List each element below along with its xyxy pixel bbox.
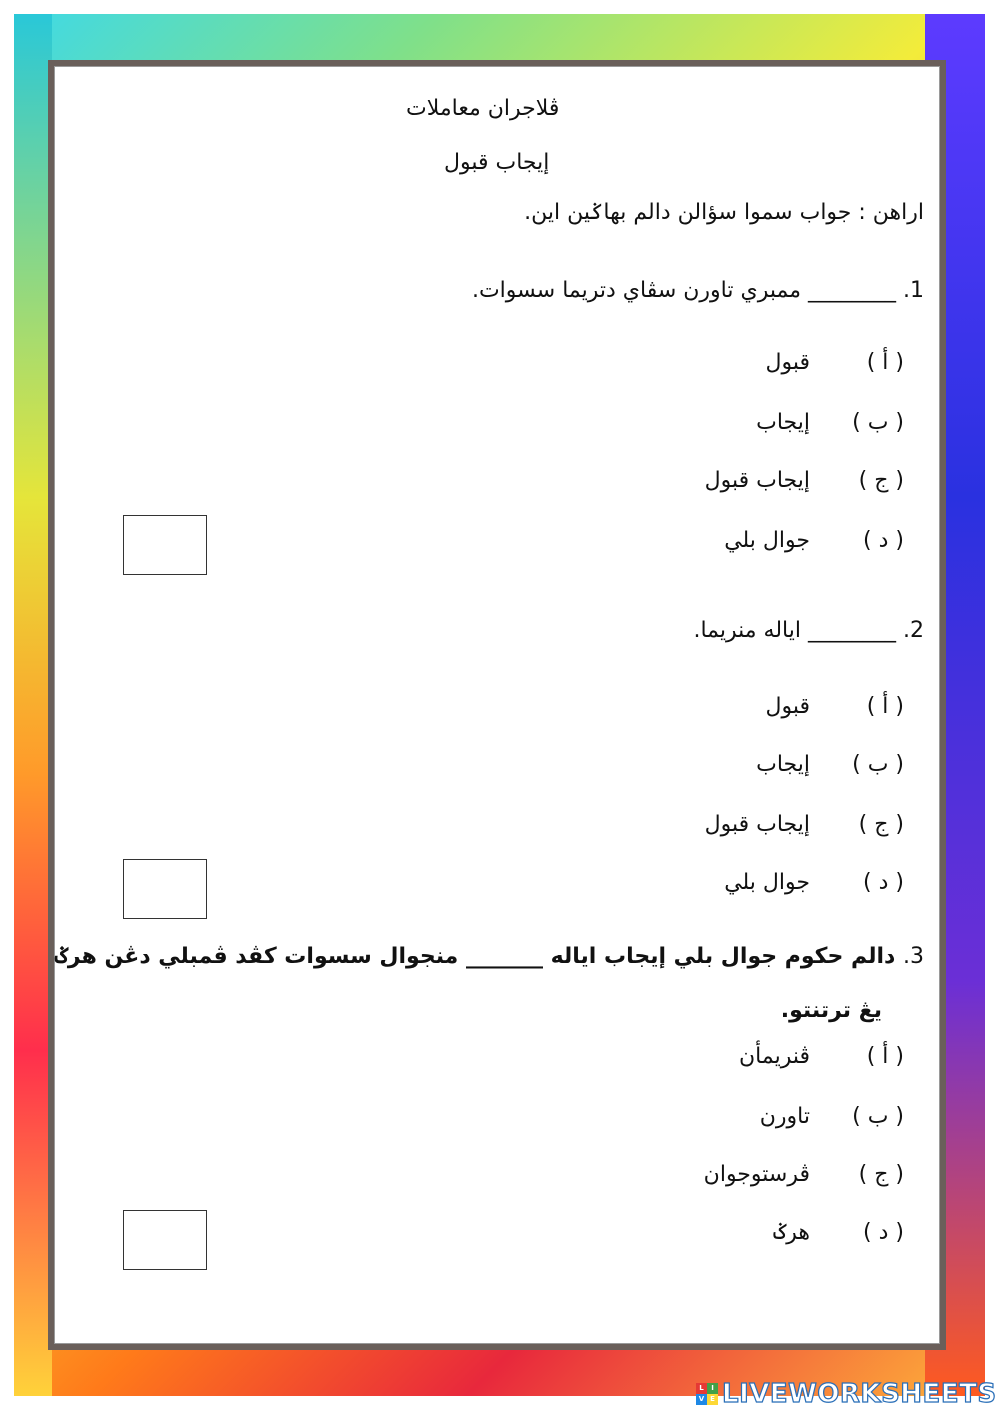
option-text: قبول [765, 350, 810, 375]
question-blank: ________ [808, 278, 896, 303]
option-text: جوال بلي [724, 528, 810, 553]
option-text: جوال بلي [724, 870, 810, 895]
question-number: 1. [903, 278, 924, 303]
logo-mark-letter: E [707, 1394, 718, 1405]
option-label: ( د ) [863, 870, 904, 895]
question-text-end: منجوال سسوات کڤد ڤمبلي دڠن هرݢ [55, 944, 459, 969]
option-label: ( ب ) [852, 410, 904, 435]
question-3-line2: يڠ ترتنتو. [780, 998, 882, 1023]
question-3 [55, 944, 924, 969]
option-label: ( ج ) [858, 468, 904, 493]
logo-mark-icon [696, 1383, 718, 1405]
answer-box-2[interactable] [123, 859, 207, 919]
answer-box-3[interactable] [123, 1210, 207, 1270]
option-label: ( د ) [863, 528, 904, 553]
frame-left-edge [14, 14, 52, 1396]
option-text: إيجاب [756, 410, 810, 435]
option-text: إيجاب قبول [704, 468, 810, 493]
worksheet-border [48, 60, 946, 1350]
question-blank: ________ [808, 618, 896, 643]
logo-mark-letter: I [707, 1383, 718, 1394]
logo-text: LIVEWORKSHEETS [722, 1379, 997, 1409]
worksheet-topic: إيجاب قبول [444, 150, 550, 175]
logo-mark-letter: L [696, 1383, 707, 1394]
option-text: قبول [765, 694, 810, 719]
question-blank: _______ [465, 944, 543, 969]
worksheet-subject: ڤلاجران معاملات [406, 96, 560, 121]
option-label: ( ج ) [858, 1162, 904, 1187]
question-text-start: دالم حکوم جوال بلي إيجاب اياله [550, 944, 896, 969]
option-text: ڤرستوجوان [703, 1162, 810, 1187]
option-text: إيجاب قبول [704, 812, 810, 837]
option-label: ( د ) [863, 1220, 904, 1245]
option-label: ( أ ) [866, 1044, 904, 1069]
option-label: ( ج ) [858, 812, 904, 837]
logo-mark-letter: V [696, 1394, 707, 1405]
option-label: ( ب ) [852, 1104, 904, 1129]
question-text: ممبري تاورن سڤاي دتريما سسوات. [471, 278, 801, 303]
worksheet-instruction: اراهن : جواب سموا سؤالن دالم بهاݢين اين. [524, 200, 924, 225]
question-2 [693, 618, 924, 643]
answer-box-1[interactable] [123, 515, 207, 575]
question-1 [472, 278, 924, 303]
question-number: 3. [903, 944, 924, 969]
option-text: تاورن [759, 1104, 810, 1129]
option-text: إيجاب [756, 752, 810, 777]
option-text: ڤنريمأن [739, 1044, 810, 1069]
option-label: ( أ ) [866, 694, 904, 719]
option-label: ( أ ) [866, 350, 904, 375]
question-number: 2. [903, 618, 924, 643]
option-text: هرݢ [773, 1220, 810, 1245]
question-text: اياله منريما. [693, 618, 801, 643]
liveworksheets-logo [696, 1378, 997, 1410]
option-label: ( ب ) [852, 752, 904, 777]
